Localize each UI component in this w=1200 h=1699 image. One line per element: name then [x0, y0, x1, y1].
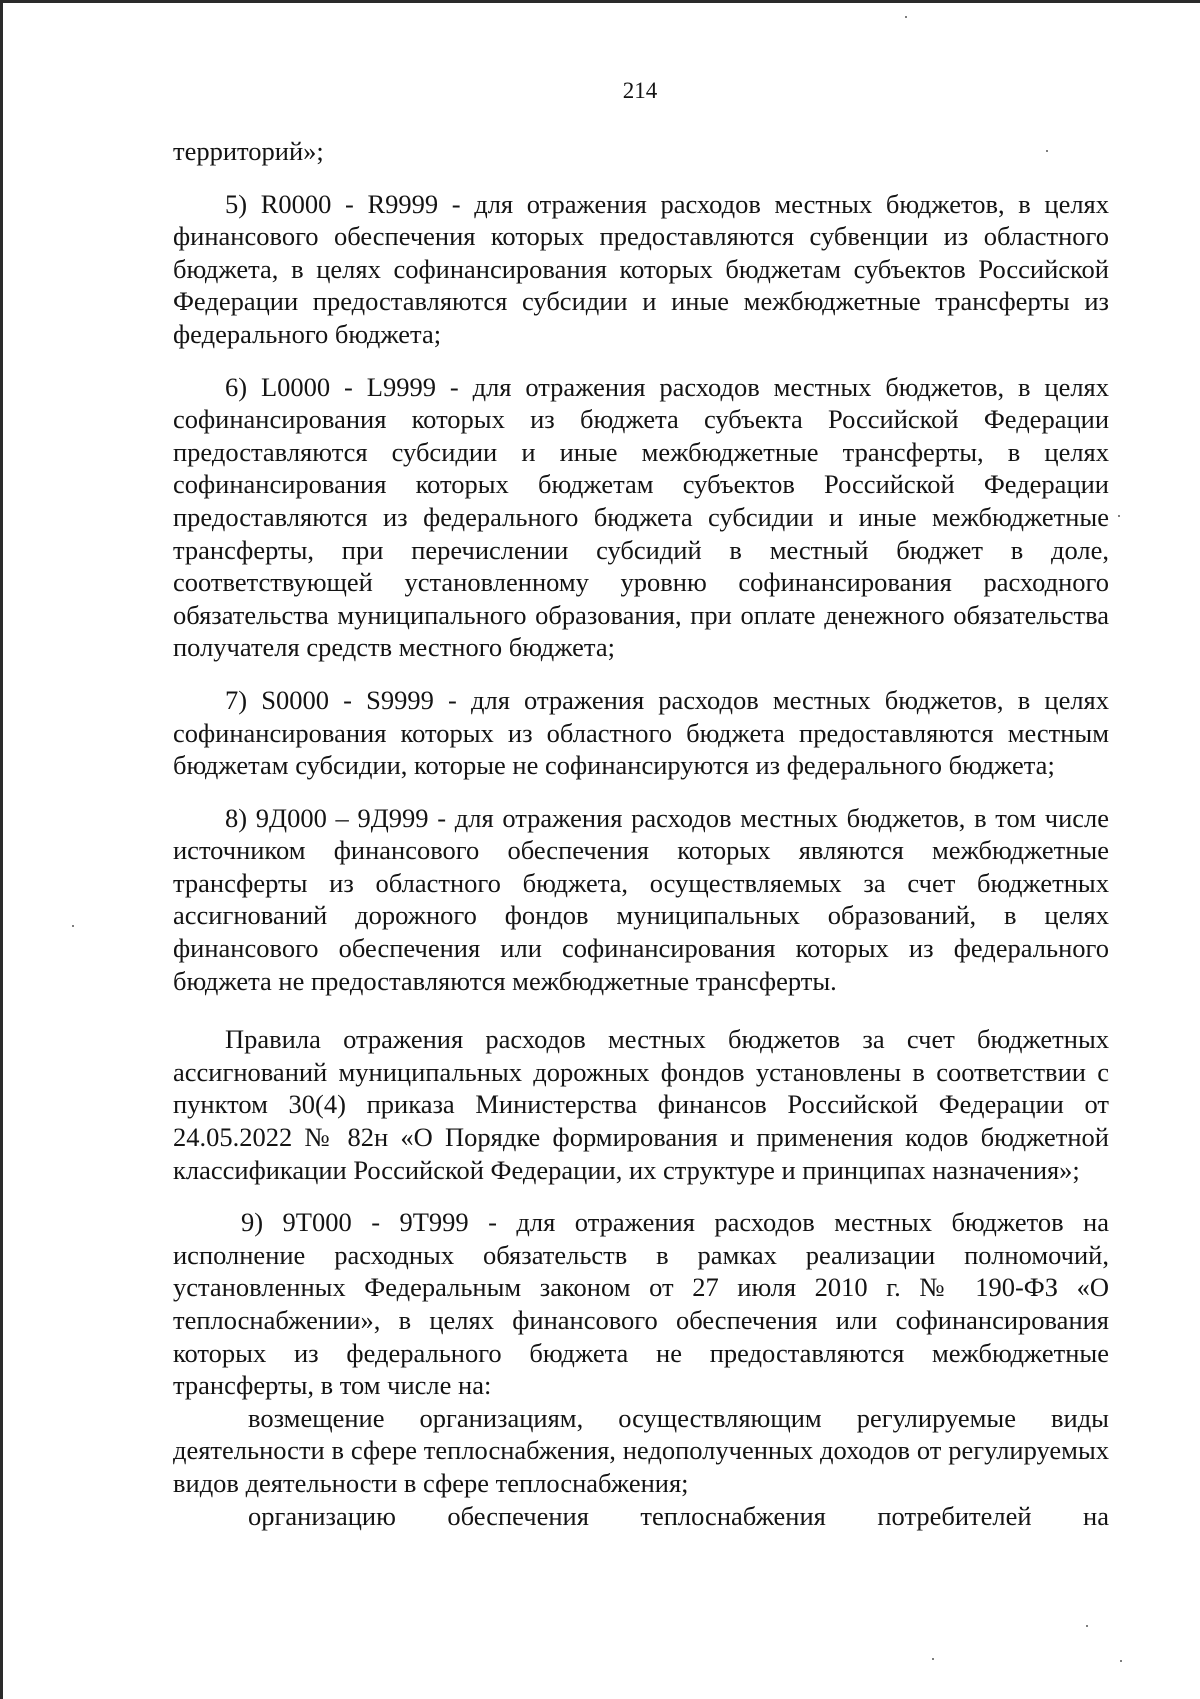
page-number: 214 [622, 78, 658, 103]
scan-top-border [0, 0, 1200, 3]
paragraph-item-5: 5) R0000 - R9999 - для отражения расходов местных бюджетов, в целях финансового обеспечения которых предоставляются субвенции из областного бюджета, в целях софинансирования которых бюджетам субъектов Российской Федерации предоставляются субсидии и иные межбюджетные трансферты из федерального бюджета; [173, 188, 1109, 349]
body-text [173, 135, 1109, 1532]
scan-speck [905, 16, 907, 18]
paragraph-item-7: 7) S0000 - S9999 - для отражения расходов местных бюджетов, в целях софинансирования которых из областного бюджета предоставляются местным бюджетам субсидии, которые не софинансируются из федерального бюджета; [173, 684, 1109, 781]
scan-speck [1086, 1625, 1088, 1627]
scan-left-border [0, 0, 3, 1699]
paragraph-subitem-organization: организацию обеспечения теплоснабжения потребителей на [248, 1500, 1109, 1531]
paragraph-item-9: 9) 9Т000 - 9Т999 - для отражения расходов местных бюджетов на исполнение расходных обязательств в рамках реализации полномочий, установленных Федеральным законом от 27 июля 2010 г. № 190-ФЗ «О теплоснабжении», в целях финансового обеспечения или софинансирования которых из федерального бюджета не предоставляются межбюджетные трансферты, в том числе на: [173, 1207, 1109, 1401]
paragraph-item-8: 8) 9Д000 – 9Д999 - для отражения расходов местных бюджетов, в том числе источником финансового обеспечения которых являются межбюджетные трансферты из областного бюджета, осуществляемых за счет бюджетных ассигнований дорожного фондов муниципальных образований, в целях финансового обеспечения или софинансирования которых из федерального бюджета не предоставляются межбюджетные трансферты. [173, 802, 1109, 996]
scan-speck [1046, 150, 1048, 152]
scan-speck [932, 1658, 934, 1660]
paragraph-continuation: территорий»; [173, 136, 324, 166]
paragraph-item-6: 6) L0000 - L9999 - для отражения расходов местных бюджетов, в целях софинансирования которых из бюджета субъекта Российской Федерации предоставляются субсидии и иные межбюджетные трансферты, в целях софинансирования которых бюджетам субъектов Российской Федерации предоставляются из федерального бюджета субсидии и иные межбюджетные трансферты, при перечислении субсидий в местный бюджет в доле, соответствующей установленному уровню софинансирования расходного обязательства муниципального образования, при оплате денежного обязательства получателя средств местного бюджета; [173, 371, 1109, 663]
paragraph-subitem-compensation: возмещение организациям, осуществляющим регулируемые виды деятельности в сфере теплоснабжения, недополученных доходов от регулируемых видов деятельности в сфере теплоснабжения; [173, 1402, 1109, 1498]
scan-speck [1118, 515, 1120, 517]
paragraph-rules: Правила отражения расходов местных бюджетов за счет бюджетных ассигнований муниципальных дорожных фондов установлены в соответствии с пунктом 30(4) приказа Министерства финансов Российской Федерации от 24.05.2022 № 82н «О Порядке формирования и применения кодов бюджетной классификации Российской Федерации, их структуре и принципах назначения»; [173, 1024, 1109, 1185]
scan-speck [72, 925, 74, 927]
scan-speck [1120, 1660, 1122, 1662]
